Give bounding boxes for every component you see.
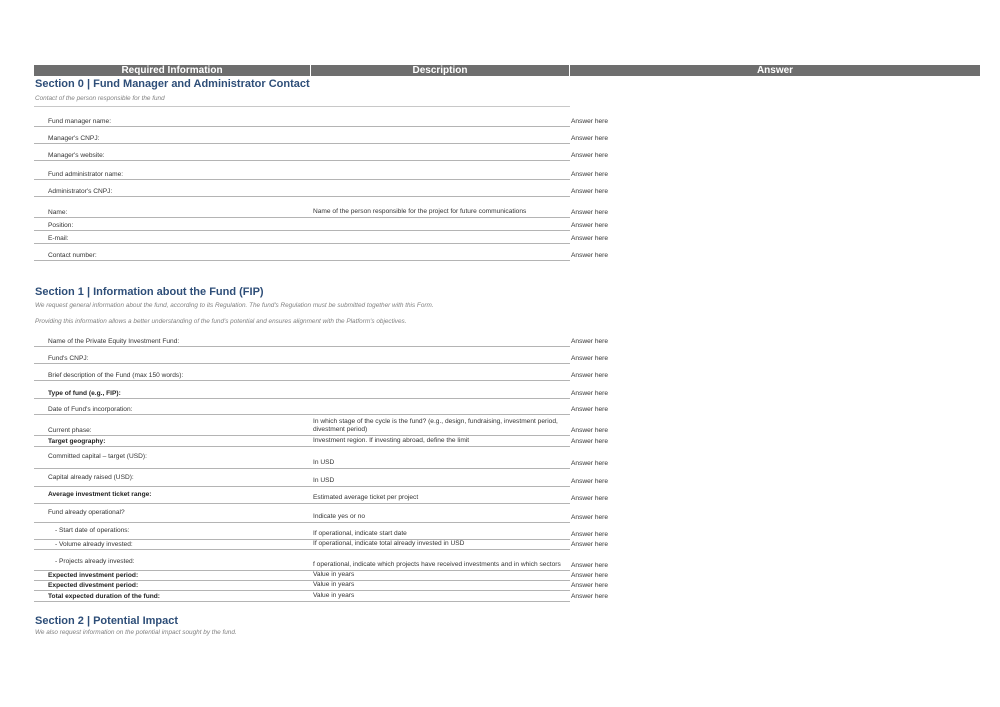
- table-row: [34, 231, 609, 244]
- table-row: [34, 218, 609, 231]
- row-label: Fund already operational?: [48, 509, 125, 516]
- answer-field[interactable]: Answer here: [571, 427, 609, 434]
- row-label: Administrator's CNPJ:: [48, 188, 113, 195]
- table-header: [34, 65, 980, 76]
- row-description: Indicate yes or no: [313, 513, 366, 520]
- table-row: [34, 591, 609, 602]
- row-label: E-mail:: [48, 235, 69, 242]
- row-description: Investment region. If investing abroad, define the limit: [313, 437, 470, 444]
- row-description: In USD: [313, 477, 335, 484]
- row-description: Name of the person responsible for the project for future communications: [313, 208, 527, 215]
- answer-field[interactable]: Answer here: [571, 372, 609, 379]
- section-2-title: Section 2 | Potential Impact: [35, 615, 179, 627]
- section-0-title: Section 0 | Fund Manager and Administrator Contact: [35, 78, 310, 90]
- row-label: Expected investment period:: [48, 572, 139, 579]
- answer-field[interactable]: Answer here: [571, 209, 609, 216]
- row-label: Name:: [48, 209, 68, 216]
- answer-field[interactable]: Answer here: [571, 118, 609, 125]
- table-row: [34, 540, 609, 550]
- row-label: Total expected duration of the fund:: [48, 593, 160, 600]
- row-description: f operational, indicate which projects have received investments and in which sectors: [313, 561, 561, 568]
- answer-field[interactable]: Answer here: [571, 593, 609, 600]
- section-1-title: Section 1 | Information about the Fund (FIP): [35, 286, 264, 298]
- table-row: [34, 504, 609, 523]
- answer-field[interactable]: Answer here: [571, 582, 609, 589]
- row-label: Fund manager name:: [48, 118, 112, 125]
- answer-field[interactable]: Answer here: [571, 495, 609, 502]
- answer-field[interactable]: Answer here: [571, 188, 609, 195]
- row-label: Manager's website:: [48, 152, 105, 159]
- table-row: [34, 469, 609, 487]
- row-label: Manager's CNPJ:: [48, 135, 100, 142]
- table-row: [34, 244, 609, 261]
- answer-field[interactable]: Answer here: [571, 171, 609, 178]
- table-row: [34, 197, 609, 218]
- table-row: [34, 399, 609, 415]
- row-label: - Volume already invested:: [55, 541, 133, 548]
- row-label: Type of fund (e.g., FIP):: [48, 390, 121, 397]
- table-row: [34, 581, 609, 591]
- row-description: In which stage of the cycle is the fund? (e.g., design, fundraising, investment period, divestment period): [313, 418, 558, 433]
- table-row: [34, 330, 609, 347]
- answer-field[interactable]: Answer here: [571, 531, 609, 538]
- section-2-subtitle: We also request information on the potential impact sought by the fund.: [35, 629, 237, 636]
- answer-field[interactable]: Answer here: [571, 438, 609, 445]
- section-1-subtitle: Providing this information allows a better understanding of the fund's potential and ensures alignment with the Platform's objectives.: [35, 318, 407, 325]
- table-row: [34, 523, 609, 540]
- row-description: Value in years: [313, 581, 355, 588]
- section-0-divider: [34, 106, 570, 107]
- row-label: Expected divestment period:: [48, 582, 139, 589]
- row-description: Estimated average ticket per project: [313, 494, 419, 501]
- row-label: - Projects already invested:: [55, 558, 135, 565]
- answer-field[interactable]: Answer here: [571, 390, 609, 397]
- table-row: [34, 144, 609, 161]
- header-description: Description: [311, 65, 570, 76]
- row-label: Current phase:: [48, 427, 92, 434]
- table-row: [34, 550, 609, 571]
- row-label: Fund's CNPJ:: [48, 355, 89, 362]
- row-label: Date of Fund's incorporation:: [48, 406, 133, 413]
- answer-field[interactable]: Answer here: [571, 338, 609, 345]
- answer-field[interactable]: Answer here: [571, 355, 609, 362]
- header-required-information: Required Information: [34, 65, 311, 76]
- row-label: Brief description of the Fund (max 150 words):: [48, 372, 184, 379]
- answer-field[interactable]: Answer here: [571, 252, 609, 259]
- answer-field[interactable]: Answer here: [571, 572, 609, 579]
- row-description: Value in years: [313, 571, 355, 578]
- row-label: Position:: [48, 222, 74, 229]
- section-1-subtitle: We request general information about the fund, according to its Regulation. The fund's Regulation must be submitted together with this Form.: [35, 302, 434, 309]
- table-row: [34, 180, 609, 197]
- answer-field[interactable]: Answer here: [571, 460, 609, 467]
- section-0-subtitle: Contact of the person responsible for the fund: [35, 95, 165, 102]
- row-description: In USD: [313, 459, 335, 466]
- table-row: [34, 571, 609, 581]
- header-answer: Answer: [570, 65, 980, 76]
- table-row: [34, 364, 609, 381]
- row-label: - Start date of operations:: [55, 527, 130, 534]
- table-row: [34, 415, 609, 436]
- row-label: Committed capital – target (USD):: [48, 453, 147, 460]
- answer-field[interactable]: Answer here: [571, 562, 609, 569]
- table-row: [34, 347, 609, 364]
- answer-field[interactable]: Answer here: [571, 135, 609, 142]
- row-label: Target geography:: [48, 438, 106, 445]
- table-row: [34, 161, 609, 180]
- row-label: Name of the Private Equity Investment Fund:: [48, 338, 180, 345]
- table-row: [34, 447, 609, 469]
- row-label: Fund administrator name:: [48, 171, 124, 178]
- answer-field[interactable]: Answer here: [571, 514, 609, 521]
- row-description: If operational, indicate total already invested in USD: [313, 540, 465, 547]
- row-label: Contact number:: [48, 252, 97, 259]
- answer-field[interactable]: Answer here: [571, 235, 609, 242]
- answer-field[interactable]: Answer here: [571, 152, 609, 159]
- table-row: [34, 381, 609, 399]
- row-label: Capital already raised (USD):: [48, 474, 134, 481]
- answer-field[interactable]: Answer here: [571, 406, 609, 413]
- answer-field[interactable]: Answer here: [571, 478, 609, 485]
- answer-field[interactable]: Answer here: [571, 541, 609, 548]
- row-description: Value in years: [313, 592, 355, 599]
- table-row: [34, 127, 609, 144]
- row-description: If operational, indicate start date: [313, 530, 407, 537]
- table-row: [34, 110, 609, 127]
- table-row: [34, 487, 609, 504]
- answer-field[interactable]: Answer here: [571, 222, 609, 229]
- row-label: Average investment ticket range:: [48, 491, 152, 498]
- table-row: [34, 436, 609, 447]
